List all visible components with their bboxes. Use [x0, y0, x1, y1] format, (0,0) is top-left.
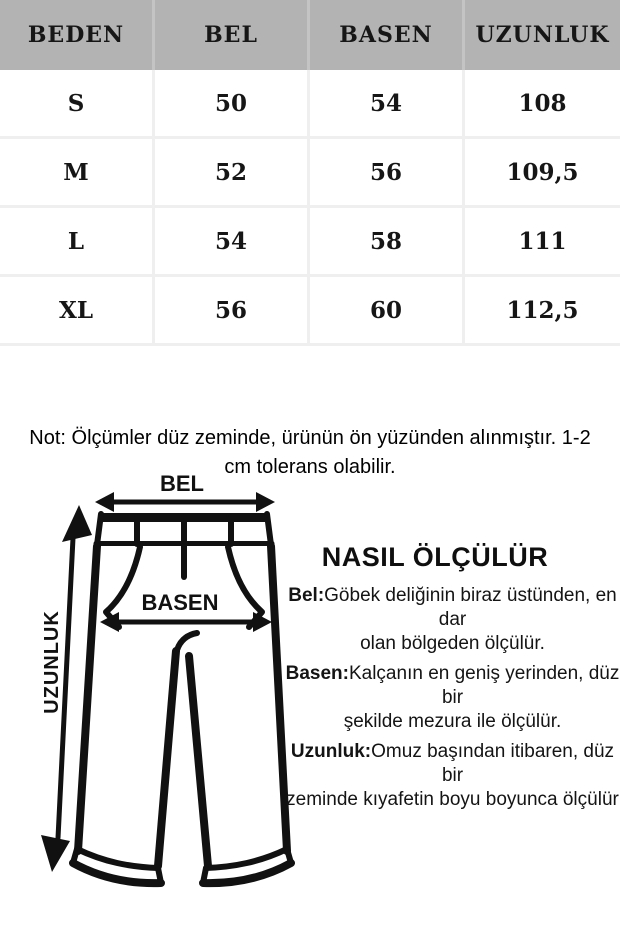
size-cell: 112,5 [465, 277, 620, 346]
tolerance-note-line1: Not: Ölçümler düz zeminde, ürünün ön yüzünden alınmıştır. 1-2 [29, 427, 591, 449]
pants-waistband [96, 514, 272, 545]
size-table-header-uzunluk: UZUNLUK [465, 0, 620, 70]
howto-uzunluk-line2: zeminde kıyafetin boyu boyunca ölçülür [286, 789, 619, 810]
howto-item-bel [285, 584, 620, 656]
howto-bel-line1: Bel:Göbek deliğinin biraz üstünden, en dar [288, 585, 617, 630]
size-cell: 52 [155, 139, 310, 208]
basen-arrow [100, 612, 272, 632]
pants-measurement-diagram [20, 456, 310, 920]
howto-item-basen [285, 662, 620, 734]
howto-uzunluk-line1: Uzunluk:Omuz başından itibaren, düz bir [290, 741, 615, 786]
uzunluk-label: UZUNLUK [41, 610, 63, 714]
pants-right-hem [203, 849, 291, 883]
howto-item-uzunluk [285, 740, 620, 812]
pants-left-pocket [106, 547, 140, 627]
howto-title: NASIL ÖLÇÜLÜR [321, 542, 549, 572]
bel-label: BEL [160, 471, 204, 496]
size-cell: L [0, 208, 155, 277]
tolerance-note-line2: cm tolerans olabilir. [224, 456, 396, 478]
howto-bel-label: Bel: [288, 585, 325, 606]
size-cell: M [0, 139, 155, 208]
size-cell: 54 [155, 208, 310, 277]
howto-basen-label: Basen: [285, 663, 349, 684]
size-cell: 50 [155, 70, 310, 139]
pants-left-inner-seam [158, 651, 176, 866]
howto-basen-line2: şekilde mezura ile ölçülür. [343, 711, 562, 732]
howto-uzunluk-label: Uzunluk: [290, 741, 372, 762]
size-table-header-basen: BASEN [310, 0, 465, 70]
size-cell: 56 [155, 277, 310, 346]
basen-label: BASEN [141, 590, 219, 615]
howto-basen-line1: Basen:Kalçanın en geniş yerinden, düz bir [285, 663, 620, 708]
size-cell: 109,5 [465, 139, 620, 208]
size-cell: XL [0, 277, 155, 346]
size-cell: 108 [465, 70, 620, 139]
howto-bel-line2: olan bölgeden ölçülür. [360, 633, 545, 654]
size-cell: 60 [310, 277, 465, 346]
pants-left-hem [73, 849, 161, 883]
size-table-header-bel: BEL [155, 0, 310, 70]
size-cell: 111 [465, 208, 620, 277]
pants-right-inner-seam [189, 656, 208, 866]
size-table [0, 0, 620, 346]
size-cell: 56 [310, 139, 465, 208]
size-cell: 58 [310, 208, 465, 277]
size-cell: S [0, 70, 155, 139]
pants-crotch-hook [177, 633, 197, 650]
pants-left-outer-seam [78, 546, 97, 851]
size-cell: 54 [310, 70, 465, 139]
size-table-header-beden: BEDEN [0, 0, 155, 70]
